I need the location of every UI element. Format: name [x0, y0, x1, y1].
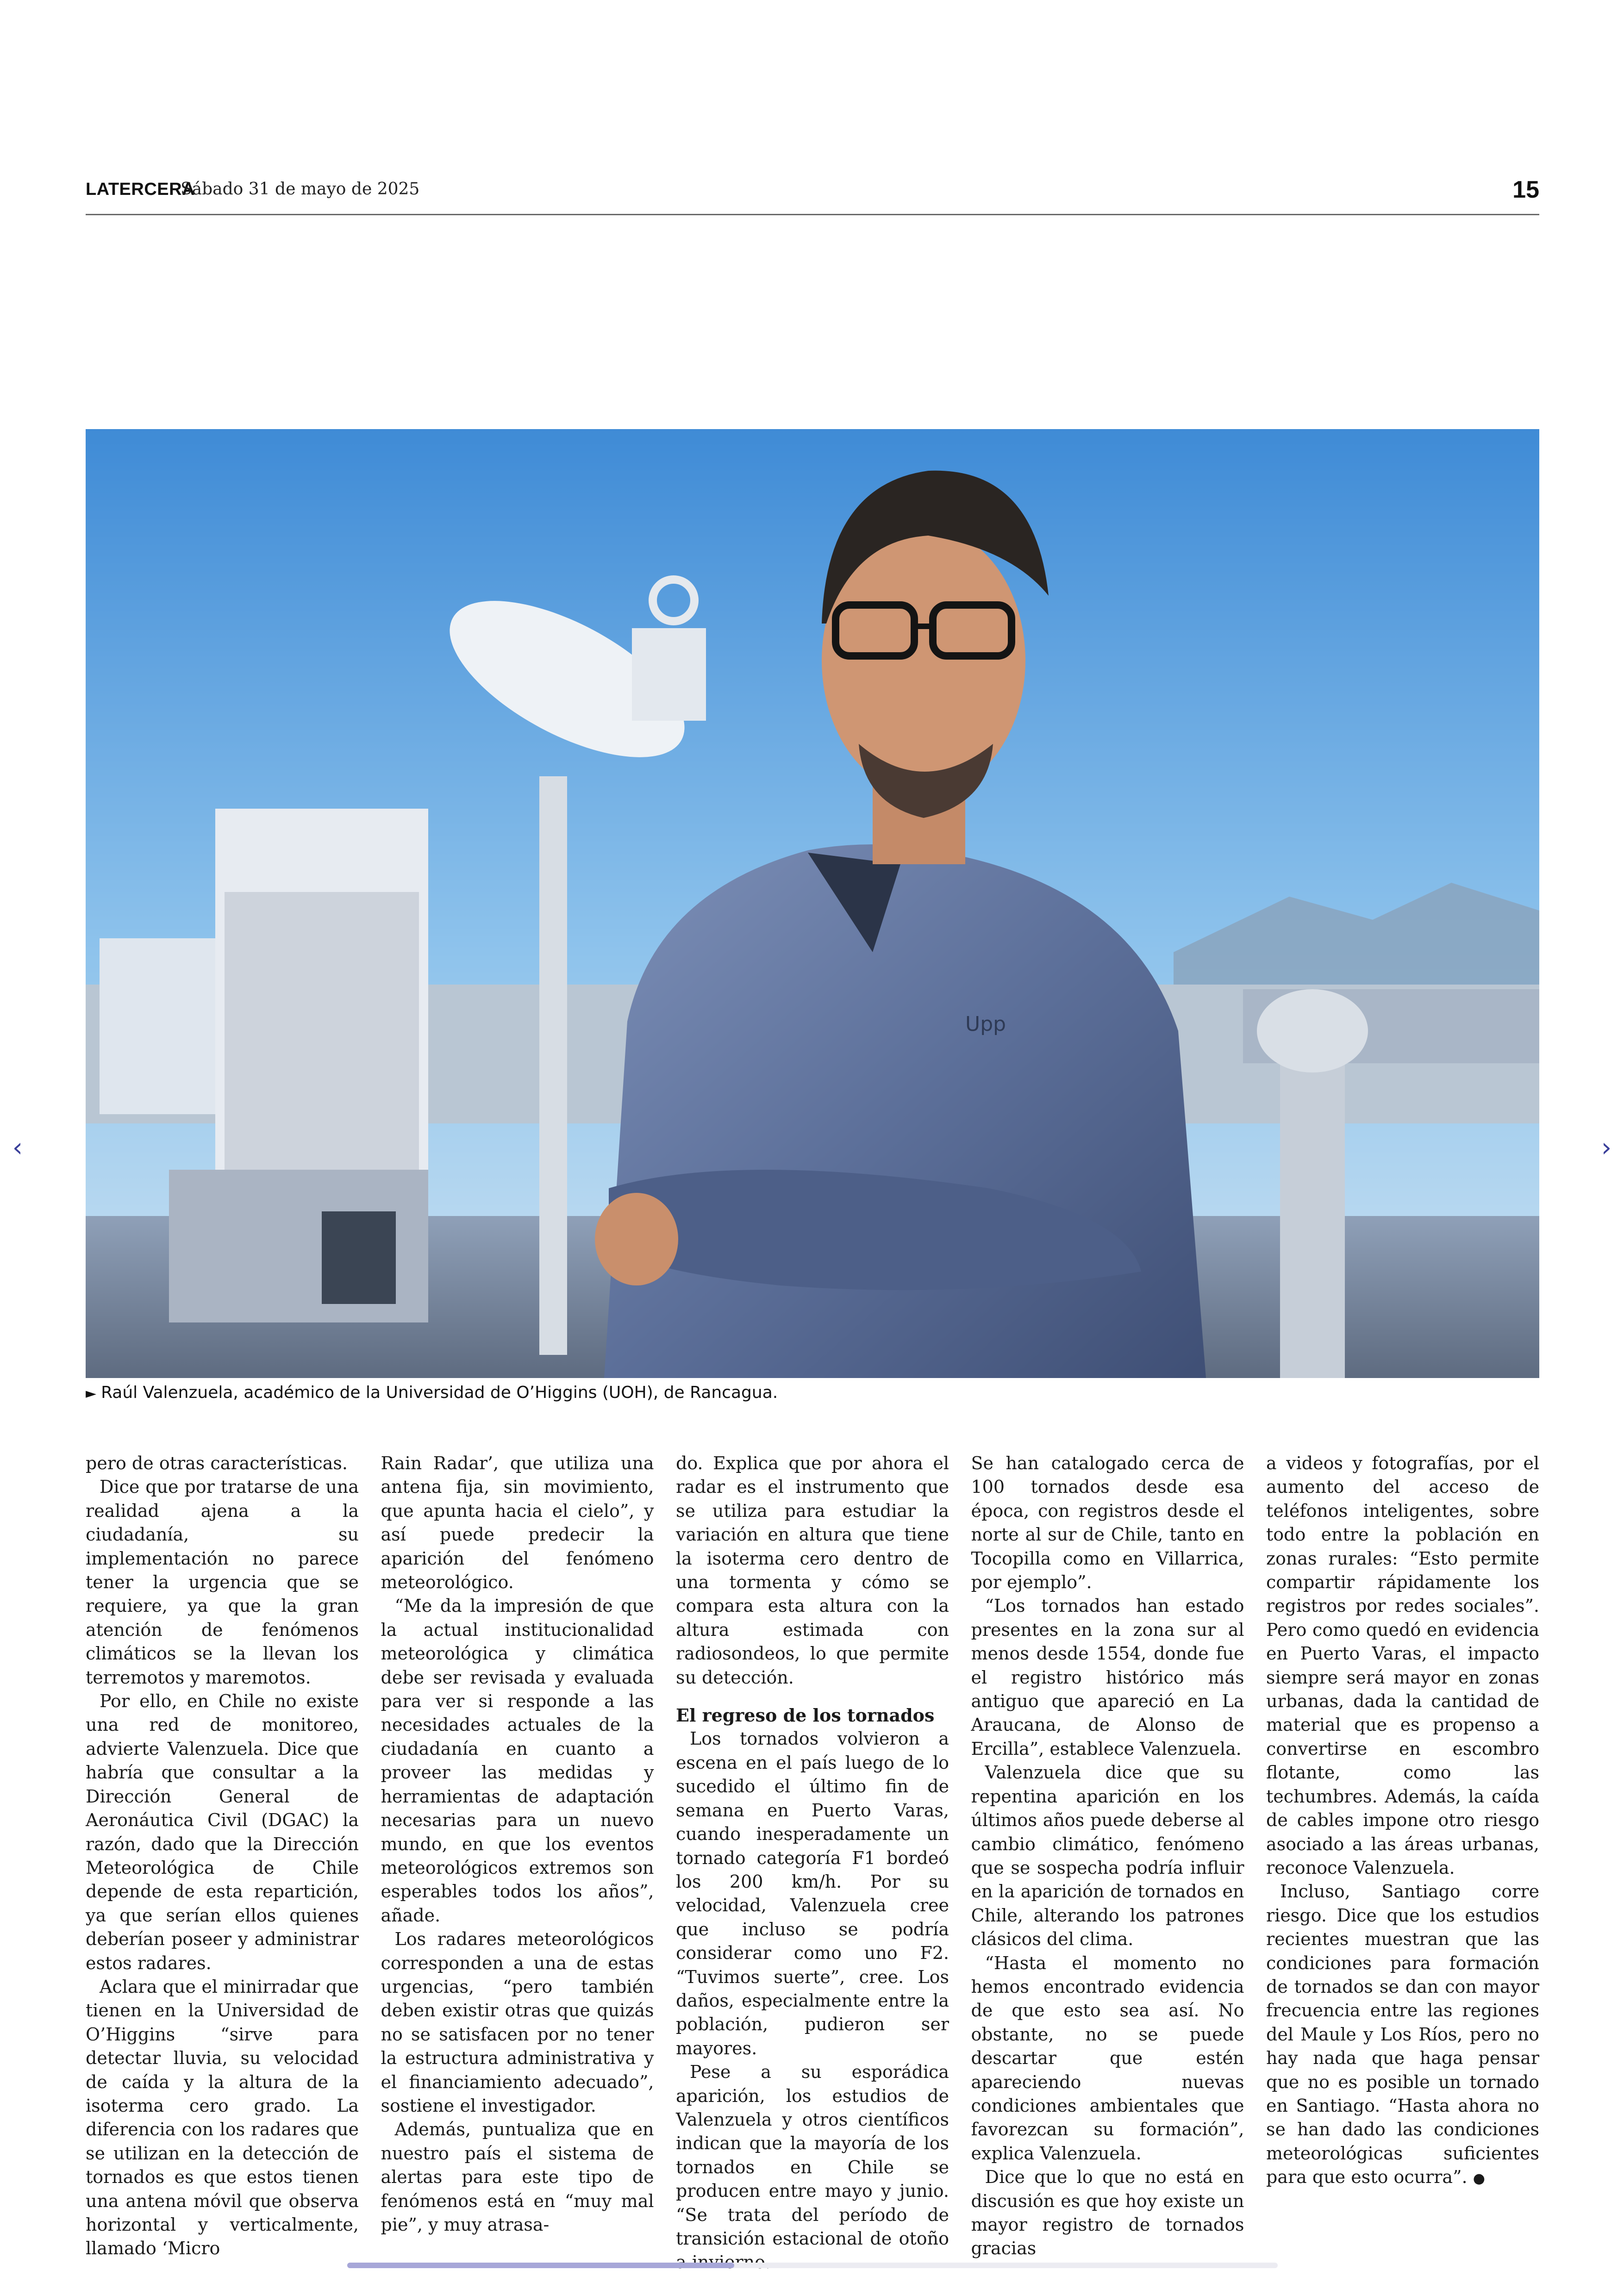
paragraph: Los tornados volvieron a escena en el país luego de lo sucedido el último fin de semana en Puerto Varas, cuando inesperadamente un tornado categoría F1 bordeó los 200 km/h. Por su velocidad, Valenzuela cree que incluso se podría considerar como uno F2. “Tuvimos suerte”, cree. Los daños, especialmente entre la población, pudieron ser mayores.	[676, 1728, 949, 2058]
vent-pipe	[1280, 1035, 1345, 1378]
paragraph: Por ello, en Chile no existe una red de monitoreo, advierte Valenzuela. Dice que habría que consultar a la Dirección General de Aeronáutica Civil (DGAC) la razón, dado que la Dirección Meteorológica de Chile depende de esta repartición, ya que serían ellos quienes deberían poseer y administrar estos radares.	[86, 1691, 359, 1973]
paragraph: a videos y fotografías, por el aumento del acceso de teléfonos inteligentes, sobre todo entre la población en zonas rurales: “Esto permite compartir rápidamente los registros por redes sociales”. Pero como quedó en evidencia en Puerto Varas, el impacto siempre será mayor en zonas urbanas, dada la cantidad de material que es propenso a convertirse en escombro flotante, como las techumbres. Además, la caída de cables impone otro riesgo asociado a las áreas urbanas, reconoce Valenzuela.	[1266, 1453, 1539, 1878]
page-header	[86, 176, 1539, 215]
paragraph: Aclara que el minirradar que tienen en la Universidad de O’Higgins “sirve para detectar lluvia, su velocidad de caída y la altura de la isoterma cero grado. La diferencia con los radares que se utilizan en la detección de tornados es que estos tienen una antena móvil que observa horizontal y verticalmente, llamado ‘Micro	[86, 1976, 359, 2259]
article-column-2	[381, 1452, 654, 2235]
article-body	[86, 1452, 1539, 2259]
article-column-5	[1266, 1452, 1539, 2188]
scrollbar-thumb[interactable]	[347, 2263, 734, 2268]
paragraph: “Me da la impresión de que la actual institucionalidad meteorológica y climática debe ser revisada y evaluada para ver si responde a las necesidades actuales de la ciudadanía en cuanto a proveer las medidas y herramientas de adaptación necesarias para un nuevo mundo, en que los eventos meteorológicos extremos son esperables todos los años”, añade.	[381, 1596, 654, 1926]
paragraph: Los radares meteorológicos corresponden a una de estas urgencias, “pero también deben existir otras que quizás no se satisfacen por no tener la estructura administrativa y el financiamiento adecuado”, sostiene el investigador.	[381, 1929, 654, 2116]
paragraph: “Hasta el momento no hemos encontrado evidencia de que esto sea así. No obstante, no se puede descartar que estén apareciendo nuevas condiciones ambientales que favorezcan su formación”, explica Valenzuela.	[971, 1952, 1244, 2164]
paragraph	[1266, 1880, 1539, 2190]
paragraph: pero de otras características.	[86, 1453, 348, 1473]
section-subheading: El regreso de los tornados	[676, 1705, 935, 1726]
paragraph: Dice que lo que no está en discusión es que hoy existe un mayor registro de tornados gracias	[971, 2167, 1244, 2259]
article-column-3	[676, 1452, 949, 2249]
portrait-illustration	[86, 429, 1539, 1378]
paragraph: do. Explica que por ahora el radar es el instrumento que se utiliza para estudiar la variación en altura que tiene la isoterma cero dentro de una tormenta y cómo se compara esta altura con la altura estimada con radiosondeos, lo que permite su detección.	[676, 1453, 949, 1688]
newspaper-brand: LATERCERA	[86, 180, 195, 199]
page-number: 15	[1512, 176, 1539, 203]
paragraph-text: Incluso, Santiago corre riesgo. Dice que los estudios recientes muestran que las condiciones para formación de tornados se dan con mayor frecuencia entre las regiones del Maule y Los Ríos, pero no hay nada que haga pensar que no es posible un tornado en Santiago. “Hasta ahora no se han dado las condiciones meteorológicas suficientes para que esto ocurra”.	[1266, 1881, 1539, 2188]
caption-bullet-icon: ►	[86, 1385, 97, 1402]
hand	[595, 1193, 678, 1285]
caption-text: Raúl Valenzuela, académico de la Universidad de O’Higgins (UOH), de Rancagua.	[101, 1383, 778, 1402]
paragraph: Valenzuela dice que su repentina aparición en los últimos años puede deberse al cambio climático, fenómeno que se sospecha podría influir en la aparición de tornados en Chile, alterando los patrones clásicos del clima.	[971, 1762, 1244, 1950]
next-page-button[interactable]: ›	[1601, 1133, 1612, 1163]
issue-date: Sábado 31 de mayo de 2025	[181, 180, 420, 199]
paragraph: Además, puntualiza que en nuestro país el sistema de alertas para este tipo de fenómenos está en “muy mal pie”, y muy atrasa-	[381, 2119, 654, 2235]
antenna-pole	[539, 776, 567, 1355]
glasses-bridge	[914, 624, 933, 629]
vent-turbine	[1257, 989, 1368, 1073]
paragraph: Pese a su esporádica aparición, los estudios de Valenzuela y otros científicos indican que la mayoría de los tornados en Chile se producen entre mayo y junio. “Se trata del período de transición estacional de otoño	[676, 2062, 949, 2249]
jacket-logo: Upp	[965, 1012, 1006, 1036]
page-scrollbar[interactable]	[347, 2263, 1278, 2268]
radar-box	[632, 628, 706, 721]
paragraph: Dice que por tratarse de una realidad ajena a la ciudadanía, su implementación no parece tener la urgencia que se requiere, ya que la gran atención de fenómenos climáticos se la llevan los terremotos y maremotos.	[86, 1477, 359, 1688]
article-column-4	[971, 1452, 1244, 2259]
end-of-article-icon: ●	[1473, 2170, 1485, 2187]
article-photo	[86, 429, 1539, 1378]
photo-caption	[86, 1383, 1539, 1402]
paragraph: “Los tornados han estado presentes en la zona sur al menos desde 1554, donde fue el registro histórico más antiguo que apareció en La Araucana, de Alonso de Ercilla”, establece Valenzuela.	[971, 1596, 1244, 1759]
article-column-1	[86, 1452, 359, 2259]
solar-panel	[322, 1211, 396, 1304]
paragraph: Rain Radar’, que utiliza una antena fija, sin movimiento, que apunta hacia el cielo”, y así puede predecir la aparición del fenómeno meteorológico.	[381, 1453, 654, 1593]
paragraph: Se han catalogado cerca de 100 tornados desde esa época, con registros desde el norte al sur de Chile, tanto en Tocopilla como en Villarrica, por ejemplo”.	[971, 1453, 1244, 1593]
previous-page-button[interactable]: ‹	[12, 1133, 23, 1163]
